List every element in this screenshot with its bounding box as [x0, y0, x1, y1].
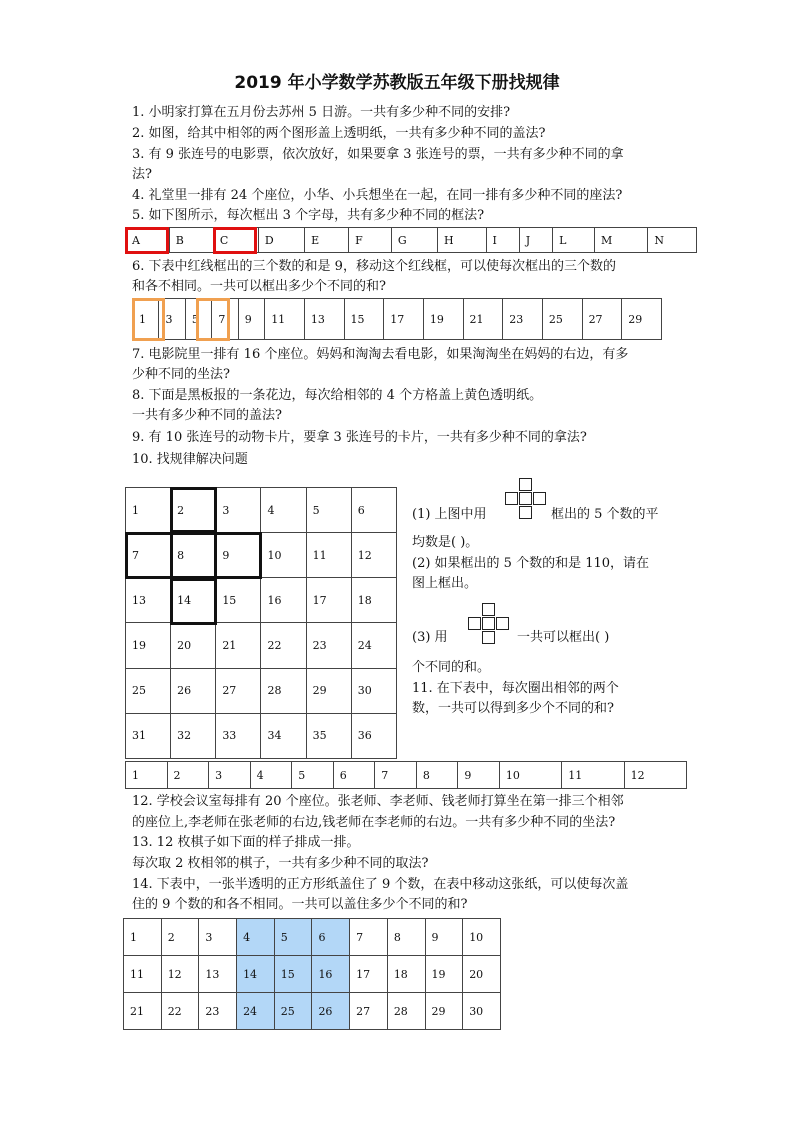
grid-cell: 24 [237, 993, 275, 1030]
grid-cell: 10 [463, 919, 501, 956]
question-9: 9. 有 10 张连号的动物卡片，要拿 3 张连号的卡片，一共有多少种不同的拿法? [132, 430, 587, 445]
grid-cell: 19 [425, 956, 463, 993]
page-title: 2019 年小学数学苏教版五年级下册找规律 [234, 73, 560, 93]
grid-cell: 20 [171, 623, 216, 668]
grid-cell: 28 [387, 993, 425, 1030]
question-14: 14. 下表中，一张半透明的正方形纸盖住了 9 个数，在表中移动这张纸，可以使每次盖 [132, 877, 629, 892]
grid-cell: 25 [126, 668, 171, 713]
letter-cell: F [349, 228, 392, 253]
number-cell: 1 [126, 762, 168, 789]
cross-shape-icon [505, 478, 547, 520]
grid-cell: 24 [351, 623, 396, 668]
question-1: 1. 小明家打算在五月份去苏州 5 日游。一共有多少种不同的安排? [132, 105, 511, 120]
table-row [126, 713, 397, 758]
grid-cell: 22 [161, 993, 199, 1030]
grid-cell: 5 [274, 919, 312, 956]
grid-cell: 25 [274, 993, 312, 1030]
number-cell: 9 [458, 762, 500, 789]
grid-cell: 20 [463, 956, 501, 993]
grid-cell: 9 [425, 919, 463, 956]
letter-cell: B [169, 228, 213, 253]
question-7: 7. 电影院里一排有 16 个座位。妈妈和淘淘去看电影，如果淘淘坐在妈妈的右边，有多 [132, 347, 629, 362]
grid-cell: 21 [216, 623, 261, 668]
grid-cell: 35 [306, 713, 351, 758]
grid-cell: 16 [261, 578, 306, 623]
odd-number-cell: 13 [304, 299, 344, 340]
grid-cell: 13 [126, 578, 171, 623]
odd-number-cell: 23 [503, 299, 543, 340]
odd-number-cell: 1 [133, 299, 159, 340]
q10-part1-answer: 均数是( )。 [412, 535, 479, 550]
letter-cell: A [126, 228, 170, 253]
grid-cell: 30 [463, 993, 501, 1030]
number-cell: 10 [499, 762, 561, 789]
grid-cell: 31 [126, 713, 171, 758]
question-8-cont: 一共有多少种不同的盖法? [132, 408, 282, 423]
question-13: 13. 12 枚棋子如下面的样子排成一排。 [132, 835, 360, 850]
table-row [124, 956, 501, 993]
grid-cell: 4 [261, 488, 306, 533]
table-row [124, 993, 501, 1030]
odd-number-cell: 9 [238, 299, 264, 340]
grid-cell: 33 [216, 713, 261, 758]
grid-cell: 12 [161, 956, 199, 993]
grid-cell: 18 [387, 956, 425, 993]
odd-number-cell: 5 [185, 299, 211, 340]
grid-cell: 3 [199, 919, 237, 956]
q10-part2-cont: 图上框出。 [412, 576, 478, 591]
grid-cell: 17 [306, 578, 351, 623]
odd-number-cell: 29 [622, 299, 662, 340]
question-2: 2. 如图，给其中相邻的两个图形盖上透明纸，一共有多少种不同的盖法? [132, 126, 546, 141]
table-row [126, 578, 397, 623]
odd-number-cell: 25 [542, 299, 582, 340]
q10-part1-cont: 框出的 5 个数的平 [551, 507, 659, 522]
grid-cell: 13 [199, 956, 237, 993]
q10-part3-cont: 一共可以框出( ) [517, 630, 610, 645]
grid-cell: 26 [171, 668, 216, 713]
grid-cell: 15 [216, 578, 261, 623]
question-12: 12. 学校会议室每排有 20 个座位。张老师、李老师、钱老师打算坐在第一排三个相邻 [132, 794, 624, 809]
q10-part1: (1) 上图中用 [412, 507, 487, 522]
table-row [126, 533, 397, 578]
grid-cell: 30 [351, 668, 396, 713]
grid-cell: 14 [237, 956, 275, 993]
number-cell: 4 [250, 762, 292, 789]
grid-cell: 11 [306, 533, 351, 578]
question-14-cont: 住的 9 个数的和各不相同。一共可以盖住多少个不同的和? [132, 897, 468, 912]
table-row [126, 488, 397, 533]
row-12-table [125, 761, 687, 789]
grid-cell: 7 [126, 533, 171, 578]
number-cell: 2 [167, 762, 209, 789]
number-cell: 3 [209, 762, 251, 789]
odd-number-cell: 3 [159, 299, 185, 340]
grid-cell: 29 [306, 668, 351, 713]
grid-cell: 7 [350, 919, 388, 956]
question-6-cont: 和各不相同。一共可以框出多少个不同的和? [132, 279, 386, 294]
table-row [126, 668, 397, 713]
question-8: 8. 下面是黑板报的一条花边，每次给相邻的 4 个方格盖上黄色透明纸。 [132, 388, 543, 403]
grid-cell: 15 [274, 956, 312, 993]
grid-cell: 6 [312, 919, 350, 956]
question-4: 4. 礼堂里一排有 24 个座位，小华、小兵想坐在一起，在同一排有多少种不同的座法? [132, 188, 623, 203]
question-10: 10. 找规律解决问题 [132, 452, 248, 467]
grid-cell: 3 [216, 488, 261, 533]
question-3-cont: 法? [132, 167, 152, 182]
number-cell: 12 [624, 762, 686, 789]
grid-cell: 19 [126, 623, 171, 668]
letter-cell: C [213, 228, 258, 253]
grid-cell: 17 [350, 956, 388, 993]
grid-cell: 26 [312, 993, 350, 1030]
question-11: 11. 在下表中，每次圈出相邻的两个 [412, 681, 619, 696]
letters-table [125, 227, 697, 253]
grid-cell: 2 [161, 919, 199, 956]
question-5: 5. 如下图所示，每次框出 3 个字母，共有多少种不同的框法? [132, 208, 485, 223]
question-13-cont: 每次取 2 枚相邻的棋子，一共有多少种不同的取法? [132, 856, 429, 871]
question-12-cont: 的座位上,李老师在张老师的右边,钱老师在李老师的右边。一共有多少种不同的坐法? [132, 815, 616, 830]
grid-cell: 1 [124, 919, 162, 956]
question-3: 3. 有 9 张连号的电影票，依次放好，如果要拿 3 张连号的票，一共有多少种不同的拿 [132, 147, 624, 162]
grid-cell: 10 [261, 533, 306, 578]
grid-cell: 23 [199, 993, 237, 1030]
odd-numbers-table [132, 298, 662, 340]
q10-part3-end: 个不同的和。 [412, 660, 491, 675]
odd-number-cell: 11 [265, 299, 305, 340]
grid-cell: 11 [124, 956, 162, 993]
odd-number-cell: 7 [212, 299, 238, 340]
grid-cell: 32 [171, 713, 216, 758]
grid-cell: 36 [351, 713, 396, 758]
letter-cell: H [438, 228, 487, 253]
number-grid-36 [125, 487, 397, 759]
grid-cell: 23 [306, 623, 351, 668]
grid-cell: 27 [216, 668, 261, 713]
letter-cell: M [594, 228, 647, 253]
odd-number-cell: 27 [582, 299, 622, 340]
odd-number-cell: 21 [463, 299, 503, 340]
grid-cell: 28 [261, 668, 306, 713]
question-6: 6. 下表中红线框出的三个数的和是 9，移动这个红线框，可以使每次框出的三个数的 [132, 259, 616, 274]
q10-part3: (3) 用 [412, 630, 448, 645]
letter-cell: I [486, 228, 519, 253]
cross-shape-icon-2 [468, 603, 510, 645]
grid-cell: 29 [425, 993, 463, 1030]
odd-number-cell: 15 [344, 299, 384, 340]
number-grid-30 [123, 918, 501, 1030]
grid-cell: 8 [171, 533, 216, 578]
table-row [124, 919, 501, 956]
grid-cell: 4 [237, 919, 275, 956]
grid-cell: 1 [126, 488, 171, 533]
grid-cell: 5 [306, 488, 351, 533]
odd-number-cell: 17 [384, 299, 424, 340]
q10-part2: (2) 如果框出的 5 个数的和是 110，请在 [412, 556, 650, 571]
grid-cell: 27 [350, 993, 388, 1030]
letter-cell: D [258, 228, 304, 253]
letter-cell: J [519, 228, 552, 253]
odd-number-cell: 19 [423, 299, 463, 340]
number-cell: 7 [375, 762, 417, 789]
grid-cell: 22 [261, 623, 306, 668]
grid-cell: 14 [171, 578, 216, 623]
grid-cell: 9 [216, 533, 261, 578]
table-row [126, 623, 397, 668]
grid-cell: 34 [261, 713, 306, 758]
number-cell: 6 [333, 762, 375, 789]
number-cell: 5 [292, 762, 334, 789]
grid-cell: 2 [171, 488, 216, 533]
grid-cell: 16 [312, 956, 350, 993]
number-cell: 8 [416, 762, 458, 789]
question-7-cont: 少种不同的坐法? [132, 367, 230, 382]
grid-cell: 8 [387, 919, 425, 956]
letter-cell: G [391, 228, 437, 253]
grid-cell: 12 [351, 533, 396, 578]
question-11-cont: 数，一共可以得到多少个不同的和? [412, 701, 614, 716]
letter-cell: N [648, 228, 697, 253]
grid-cell: 18 [351, 578, 396, 623]
letter-cell: L [553, 228, 595, 253]
grid-cell: 6 [351, 488, 396, 533]
letter-cell: E [305, 228, 349, 253]
number-cell: 11 [562, 762, 624, 789]
grid-cell: 21 [124, 993, 162, 1030]
